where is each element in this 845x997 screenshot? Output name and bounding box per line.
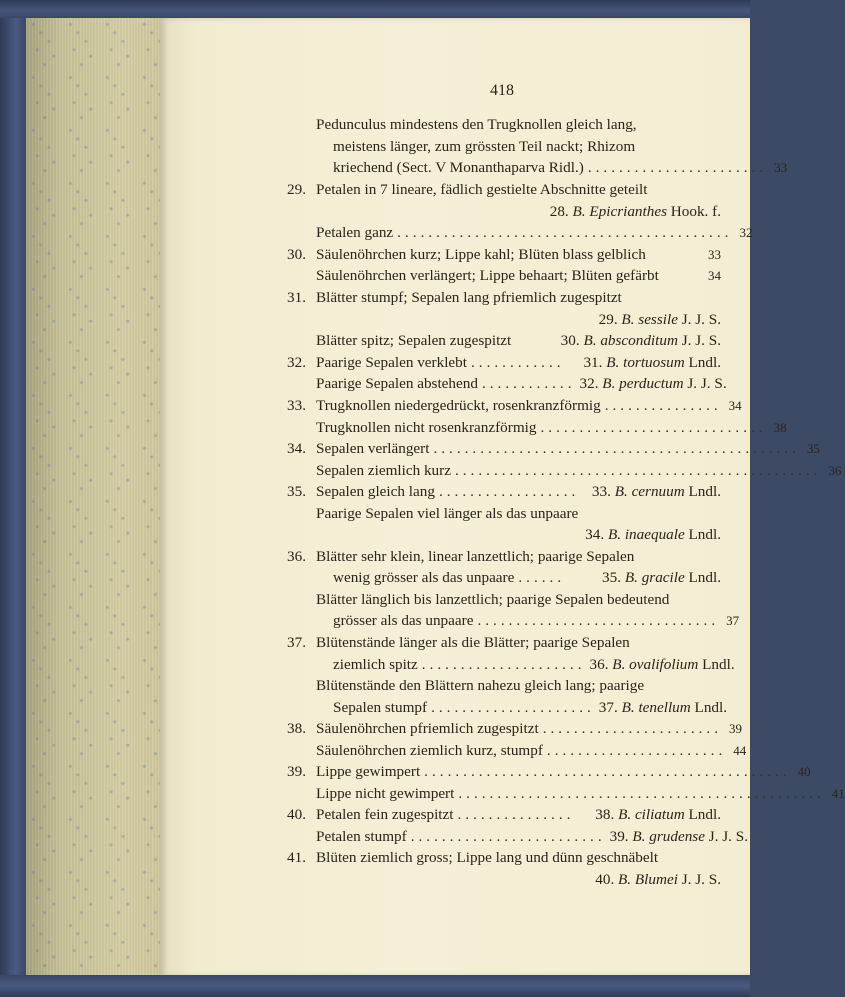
taxon-species: grudense bbox=[649, 828, 705, 845]
leader-dots: ...... bbox=[518, 569, 566, 586]
key-line-text: Sepalen verlängert bbox=[316, 440, 430, 457]
key-line bbox=[333, 610, 740, 632]
book-cover-spine bbox=[0, 0, 26, 997]
leader-dots: ............................... bbox=[477, 612, 720, 629]
taxon-genus: B. bbox=[614, 483, 628, 500]
key-line-text: Blüten ziemlich gross; Lippe lang und dünn geschnäbelt bbox=[316, 849, 659, 866]
couplet-number: 33. bbox=[287, 397, 306, 414]
key-line bbox=[333, 136, 724, 158]
couplet-number: 29. bbox=[287, 181, 306, 198]
leader-dots: ............................................... bbox=[454, 462, 822, 479]
key-reference: 34 bbox=[728, 398, 742, 413]
key-line bbox=[316, 632, 721, 654]
taxon-number: 39. bbox=[609, 828, 629, 845]
key-reference: 36 bbox=[828, 463, 842, 478]
key-line-text: Säulenöhrchen kurz; Lippe kahl; Blüten blass gelblich bbox=[316, 246, 646, 263]
taxon-genus: B. bbox=[612, 656, 626, 673]
taxon-author: Lndl. bbox=[688, 569, 721, 586]
key-line bbox=[316, 740, 747, 762]
taxon-number: 32. bbox=[579, 375, 599, 392]
key-line-text: Paarige Sepalen verklebt bbox=[316, 354, 467, 371]
taxon-author: Hook. f. bbox=[670, 203, 721, 220]
key-line bbox=[316, 847, 721, 869]
leader-dots: ....................... bbox=[587, 159, 768, 176]
key-line bbox=[316, 481, 721, 503]
key-line-text: Petalen stumpf bbox=[316, 828, 407, 845]
key-line-text: Pedunculus mindestens den Trugknollen gleich lang, bbox=[316, 116, 637, 133]
taxon-species: ciliatum bbox=[634, 806, 685, 823]
couplet-number: 37. bbox=[287, 634, 306, 651]
key-line-text: Sepalen stumpf bbox=[333, 699, 428, 716]
taxon-genus: B. bbox=[618, 871, 632, 888]
taxon-author: Lndl. bbox=[688, 526, 721, 543]
key-line-text: Blätter länglich bis lanzettlich; paarige Sepalen bedeutend bbox=[316, 591, 670, 608]
taxon-genus: B. bbox=[607, 526, 622, 543]
key-line-text: Säulenöhrchen ziemlich kurz, stumpf bbox=[316, 742, 543, 759]
taxon-author: Lndl. bbox=[688, 354, 721, 371]
key-line bbox=[316, 201, 721, 223]
key-line-text: kriechend (Sect. V Monanthaparva Ridl.) bbox=[333, 159, 584, 176]
taxon-author: Lndl. bbox=[688, 806, 721, 823]
key-line-text: Petalen ganz bbox=[316, 224, 394, 241]
key-line-text: Paarige Sepalen abstehend bbox=[316, 375, 478, 392]
key-line bbox=[316, 718, 743, 740]
taxon-species: perductum bbox=[619, 375, 684, 392]
key-line bbox=[316, 804, 721, 826]
taxon-genus: B. bbox=[606, 354, 620, 371]
key-line-text: ziemlich spitz bbox=[333, 656, 418, 673]
key-line bbox=[333, 697, 728, 719]
taxon-number: 36. bbox=[589, 656, 609, 673]
taxon-author: J. J. S. bbox=[681, 332, 721, 349]
leader-dots: ..................... bbox=[431, 699, 595, 716]
key-line-text: wenig grösser als das unpaare bbox=[333, 569, 515, 586]
book-cover-top bbox=[0, 0, 750, 18]
couplet-number: 36. bbox=[287, 548, 306, 565]
key-reference: 41 bbox=[831, 786, 845, 801]
key-line-text: Blütenstände länger als die Blätter; paarige Sepalen bbox=[316, 634, 630, 651]
key-line-text: Blütenstände den Blättern nahezu gleich lang; paarige bbox=[316, 677, 645, 694]
key-line-text: Lippe nicht gewimpert bbox=[316, 785, 455, 802]
leader-dots: ............... bbox=[457, 806, 575, 823]
key-line-text: Blätter sehr klein, linear lanzettlich; paarige Sepalen bbox=[316, 548, 635, 565]
taxon-genus: B. bbox=[583, 332, 597, 349]
key-line bbox=[316, 179, 724, 201]
taxon-author: J. J. S. bbox=[708, 828, 749, 845]
couplet-number: 38. bbox=[287, 720, 306, 737]
key-reference: 35 bbox=[806, 441, 820, 456]
taxon-author: Lndl. bbox=[694, 699, 728, 716]
taxon-number: 31. bbox=[583, 354, 603, 371]
couplet-number: 30. bbox=[287, 246, 306, 263]
leader-dots: ............................. bbox=[540, 419, 767, 436]
taxon-genus: B. bbox=[632, 828, 646, 845]
taxon-species: absconditum bbox=[600, 332, 678, 349]
key-line bbox=[316, 373, 727, 395]
taxon-species: Epicrianthes bbox=[589, 203, 667, 220]
leader-dots: ............ bbox=[481, 375, 576, 392]
taxon-number: 29. bbox=[598, 311, 618, 328]
key-line bbox=[316, 244, 721, 266]
key-line bbox=[316, 438, 820, 460]
key-reference: 34 bbox=[708, 268, 721, 283]
leader-dots: ..................... bbox=[421, 656, 586, 673]
couplet-number: 40. bbox=[287, 806, 306, 823]
key-reference: 44 bbox=[733, 743, 747, 758]
key-line-text: Trugknollen niedergedrückt, rosenkranzförmig bbox=[316, 397, 601, 414]
taxon-genus: B. bbox=[624, 569, 638, 586]
key-line bbox=[333, 157, 788, 179]
taxon-number: 40. bbox=[595, 871, 615, 888]
key-line bbox=[316, 524, 721, 546]
key-reference: 33 bbox=[708, 247, 721, 262]
taxon-author: Lndl. bbox=[702, 656, 735, 673]
taxon-number: 34. bbox=[585, 526, 605, 543]
key-line-text: Lippe gewimpert bbox=[316, 763, 421, 780]
key-line bbox=[316, 826, 749, 848]
couplet-number: 35. bbox=[287, 483, 306, 500]
key-line bbox=[316, 675, 721, 697]
leader-dots: ............................................... bbox=[424, 763, 791, 780]
taxon-species: tenellum bbox=[638, 699, 691, 716]
taxon-genus: B. bbox=[618, 806, 632, 823]
key-line bbox=[316, 395, 742, 417]
couplet-number: 41. bbox=[287, 849, 306, 866]
taxon-species: cernuum bbox=[631, 483, 685, 500]
key-line-text: Petalen fein zugespitzt bbox=[316, 806, 454, 823]
key-line-text: Blätter spitz; Sepalen zugespitzt bbox=[316, 332, 512, 349]
couplet-number: 31. bbox=[287, 289, 306, 306]
key-reference: 38 bbox=[773, 420, 787, 435]
taxon-species: gracile bbox=[641, 569, 685, 586]
key-line-text: grösser als das unpaare bbox=[333, 612, 474, 629]
taxon-author: J. J. S. bbox=[687, 375, 727, 392]
key-line bbox=[316, 460, 842, 482]
key-line-text: Säulenöhrchen pfriemlich zugespitzt bbox=[316, 720, 539, 737]
couplet-number: 39. bbox=[287, 763, 306, 780]
leader-dots: ............................................... bbox=[458, 785, 825, 802]
taxon-genus: B. bbox=[602, 375, 616, 392]
taxon-author: Lndl. bbox=[688, 483, 721, 500]
couplet-number: 34. bbox=[287, 440, 306, 457]
leader-dots: .................. bbox=[438, 483, 580, 500]
leader-dots: ............... bbox=[604, 397, 722, 414]
page-number: 418 bbox=[490, 82, 514, 99]
leader-dots: ............ bbox=[470, 354, 565, 371]
key-line bbox=[316, 352, 721, 374]
leader-dots: ....................... bbox=[542, 720, 723, 737]
key-line bbox=[333, 567, 721, 589]
key-line-text: Sepalen gleich lang bbox=[316, 483, 435, 500]
key-line bbox=[316, 287, 721, 309]
key-line bbox=[316, 309, 721, 331]
key-line bbox=[316, 783, 845, 805]
leader-dots: ......................... bbox=[410, 828, 606, 845]
taxon-number: 35. bbox=[602, 569, 622, 586]
page-edges bbox=[26, 18, 166, 976]
taxon-author: J. J. S. bbox=[681, 871, 721, 888]
key-line-text: Petalen in 7 lineare, fädlich gestielte Abschnitte geteilt bbox=[316, 181, 648, 198]
key-reference: 33 bbox=[774, 160, 788, 175]
key-line-text: Sepalen ziemlich kurz bbox=[316, 462, 451, 479]
taxon-genus: B. bbox=[572, 203, 586, 220]
key-reference: 39 bbox=[729, 721, 743, 736]
taxon-number: 38. bbox=[595, 806, 615, 823]
taxon-genus: B. bbox=[621, 699, 635, 716]
key-line bbox=[333, 654, 735, 676]
taxon-species: ovalifolium bbox=[629, 656, 699, 673]
taxon-species: inaequale bbox=[624, 526, 685, 543]
taxon-species: tortuosum bbox=[623, 354, 685, 371]
taxon-number: 30. bbox=[560, 332, 580, 349]
taxon-number: 33. bbox=[591, 483, 611, 500]
taxon-number: 28. bbox=[549, 203, 569, 220]
key-line-text: Paarige Sepalen viel länger als das unpaare bbox=[316, 505, 579, 522]
key-line-text: Blätter stumpf; Sepalen lang pfriemlich zugespitzt bbox=[316, 289, 622, 306]
key-line-text: Säulenöhrchen verlängert; Lippe behaart; Blüten gefärbt bbox=[316, 267, 659, 284]
key-line-text: Trugknollen nicht rosenkranzförmig bbox=[316, 419, 537, 436]
key-line bbox=[316, 114, 724, 136]
taxon-genus: B. bbox=[621, 311, 635, 328]
taxon-species: sessile bbox=[638, 311, 678, 328]
key-line bbox=[316, 222, 753, 244]
book-cover-bottom bbox=[0, 975, 750, 997]
key-reference: 37 bbox=[726, 613, 740, 628]
couplet-number: 32. bbox=[287, 354, 306, 371]
key-line bbox=[316, 265, 721, 287]
leader-dots: ........................................... bbox=[397, 224, 733, 241]
key-line bbox=[316, 546, 721, 568]
taxon-author: J. J. S. bbox=[681, 311, 721, 328]
key-line bbox=[316, 417, 787, 439]
taxon-number: 37. bbox=[598, 699, 618, 716]
key-line bbox=[316, 761, 811, 783]
key-line-text: meistens länger, zum grössten Teil nackt; Rhizom bbox=[333, 138, 636, 155]
leader-dots: ............................................... bbox=[433, 440, 800, 457]
key-line bbox=[316, 869, 721, 891]
taxon-species: Blumei bbox=[634, 871, 678, 888]
leader-dots: ....................... bbox=[546, 742, 727, 759]
key-reference: 40 bbox=[797, 764, 811, 779]
key-line bbox=[316, 503, 721, 525]
key-line bbox=[316, 330, 721, 352]
key-line bbox=[316, 589, 721, 611]
key-reference: 32 bbox=[739, 225, 753, 240]
